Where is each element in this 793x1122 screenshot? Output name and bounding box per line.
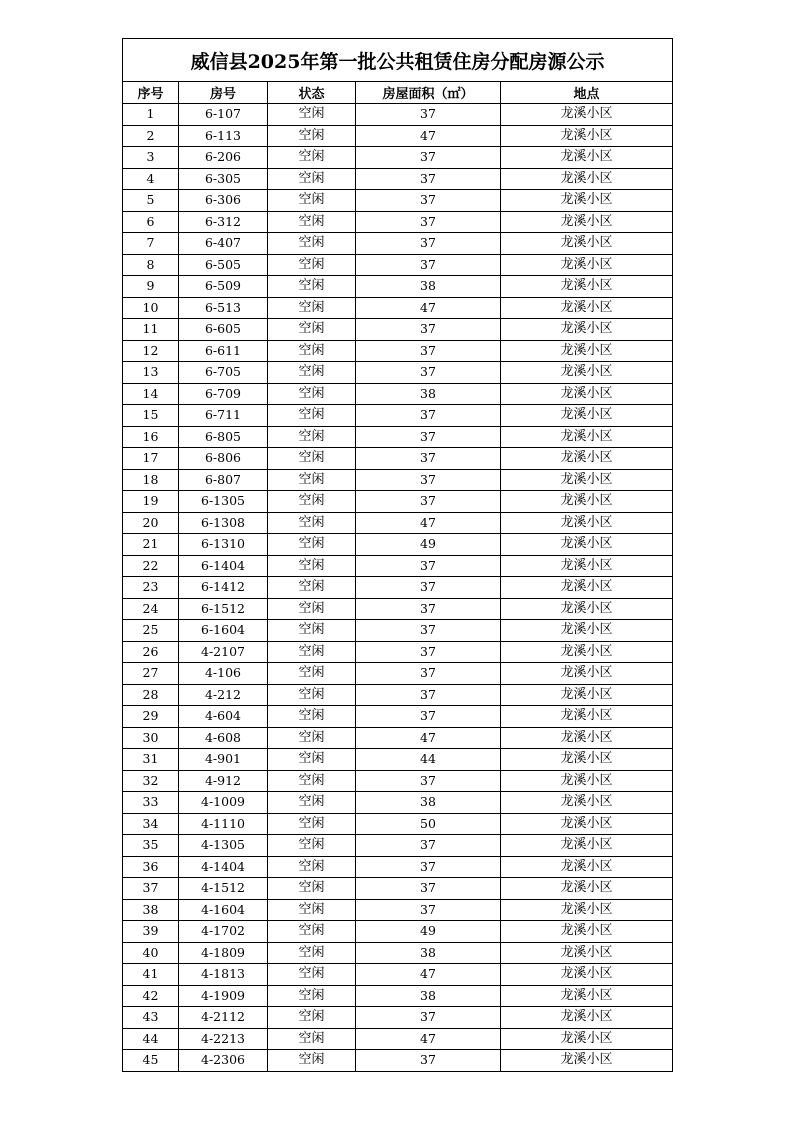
cell-index: 18 [123,469,179,491]
cell-status: 空闲 [268,276,356,298]
cell-area: 44 [356,749,501,771]
cell-status: 空闲 [268,770,356,792]
cell-room: 6-1308 [179,512,268,534]
cell-index: 3 [123,147,179,169]
cell-room: 6-705 [179,362,268,384]
cell-status: 空闲 [268,104,356,126]
cell-status: 空闲 [268,469,356,491]
cell-index: 34 [123,813,179,835]
cell-index: 7 [123,233,179,255]
cell-index: 10 [123,297,179,319]
cell-room: 4-212 [179,684,268,706]
housing-allocation-sheet [122,38,672,1072]
cell-index: 5 [123,190,179,212]
cell-location: 龙溪小区 [501,319,673,341]
cell-area: 38 [356,985,501,1007]
cell-index: 30 [123,727,179,749]
cell-status: 空闲 [268,168,356,190]
cell-area: 49 [356,921,501,943]
cell-location: 龙溪小区 [501,211,673,233]
cell-room: 6-113 [179,125,268,147]
cell-index: 39 [123,921,179,943]
cell-location: 龙溪小区 [501,792,673,814]
table-row [123,942,673,964]
cell-room: 4-1809 [179,942,268,964]
cell-index: 37 [123,878,179,900]
header-area: 房屋面积（㎡） [356,82,501,104]
cell-room: 6-306 [179,190,268,212]
table-body [123,104,673,1072]
cell-status: 空闲 [268,1050,356,1072]
table-row [123,835,673,857]
cell-room: 4-604 [179,706,268,728]
cell-status: 空闲 [268,749,356,771]
cell-room: 6-1305 [179,491,268,513]
cell-location: 龙溪小区 [501,233,673,255]
cell-location: 龙溪小区 [501,964,673,986]
cell-room: 4-2112 [179,1007,268,1029]
cell-area: 37 [356,168,501,190]
table-row [123,878,673,900]
housing-table [122,38,673,1072]
table-row [123,856,673,878]
table-row [123,770,673,792]
cell-location: 龙溪小区 [501,104,673,126]
cell-room: 6-305 [179,168,268,190]
cell-index: 9 [123,276,179,298]
table-row [123,727,673,749]
cell-status: 空闲 [268,405,356,427]
cell-area: 37 [356,448,501,470]
cell-status: 空闲 [268,147,356,169]
cell-index: 19 [123,491,179,513]
table-row [123,190,673,212]
cell-room: 6-711 [179,405,268,427]
cell-room: 4-1813 [179,964,268,986]
cell-location: 龙溪小区 [501,383,673,405]
table-row [123,620,673,642]
cell-location: 龙溪小区 [501,534,673,556]
cell-index: 42 [123,985,179,1007]
cell-location: 龙溪小区 [501,512,673,534]
table-row [123,1050,673,1072]
cell-location: 龙溪小区 [501,641,673,663]
cell-location: 龙溪小区 [501,190,673,212]
table-row [123,125,673,147]
cell-index: 26 [123,641,179,663]
cell-location: 龙溪小区 [501,362,673,384]
cell-room: 4-1604 [179,899,268,921]
cell-area: 38 [356,792,501,814]
cell-status: 空闲 [268,319,356,341]
cell-index: 6 [123,211,179,233]
cell-location: 龙溪小区 [501,942,673,964]
cell-index: 25 [123,620,179,642]
cell-status: 空闲 [268,813,356,835]
cell-area: 37 [356,362,501,384]
table-row [123,1028,673,1050]
table-row [123,706,673,728]
header-index: 序号 [123,82,179,104]
cell-status: 空闲 [268,190,356,212]
cell-index: 44 [123,1028,179,1050]
cell-area: 37 [356,899,501,921]
cell-status: 空闲 [268,620,356,642]
cell-room: 4-1909 [179,985,268,1007]
cell-location: 龙溪小区 [501,684,673,706]
cell-room: 6-807 [179,469,268,491]
table-row [123,749,673,771]
cell-status: 空闲 [268,684,356,706]
cell-location: 龙溪小区 [501,405,673,427]
cell-location: 龙溪小区 [501,276,673,298]
cell-status: 空闲 [268,534,356,556]
table-row [123,555,673,577]
cell-area: 37 [356,620,501,642]
header-location: 地点 [501,82,673,104]
cell-area: 49 [356,534,501,556]
cell-location: 龙溪小区 [501,1028,673,1050]
cell-index: 8 [123,254,179,276]
cell-location: 龙溪小区 [501,835,673,857]
cell-index: 4 [123,168,179,190]
cell-room: 6-1404 [179,555,268,577]
cell-room: 6-709 [179,383,268,405]
cell-status: 空闲 [268,448,356,470]
cell-room: 4-106 [179,663,268,685]
cell-location: 龙溪小区 [501,168,673,190]
cell-room: 6-505 [179,254,268,276]
table-row [123,469,673,491]
cell-area: 47 [356,125,501,147]
cell-room: 4-912 [179,770,268,792]
cell-status: 空闲 [268,706,356,728]
cell-status: 空闲 [268,211,356,233]
table-row [123,813,673,835]
cell-area: 50 [356,813,501,835]
cell-room: 6-509 [179,276,268,298]
cell-area: 37 [356,706,501,728]
cell-room: 4-1009 [179,792,268,814]
table-row [123,899,673,921]
table-row [123,663,673,685]
cell-room: 4-1110 [179,813,268,835]
cell-location: 龙溪小区 [501,770,673,792]
cell-area: 47 [356,1028,501,1050]
cell-room: 6-806 [179,448,268,470]
cell-room: 6-513 [179,297,268,319]
cell-room: 6-206 [179,147,268,169]
cell-status: 空闲 [268,663,356,685]
table-row [123,985,673,1007]
cell-index: 16 [123,426,179,448]
cell-index: 35 [123,835,179,857]
cell-location: 龙溪小区 [501,921,673,943]
cell-location: 龙溪小区 [501,706,673,728]
cell-location: 龙溪小区 [501,426,673,448]
table-row [123,964,673,986]
table-row [123,104,673,126]
cell-area: 38 [356,942,501,964]
cell-room: 6-312 [179,211,268,233]
cell-status: 空闲 [268,340,356,362]
cell-index: 12 [123,340,179,362]
cell-location: 龙溪小区 [501,598,673,620]
cell-area: 37 [356,878,501,900]
table-row [123,1007,673,1029]
cell-area: 47 [356,727,501,749]
cell-location: 龙溪小区 [501,555,673,577]
cell-index: 2 [123,125,179,147]
table-row [123,147,673,169]
cell-location: 龙溪小区 [501,899,673,921]
cell-index: 31 [123,749,179,771]
cell-index: 15 [123,405,179,427]
cell-area: 47 [356,512,501,534]
cell-index: 22 [123,555,179,577]
cell-area: 38 [356,276,501,298]
cell-status: 空闲 [268,125,356,147]
cell-status: 空闲 [268,964,356,986]
cell-area: 47 [356,297,501,319]
cell-index: 45 [123,1050,179,1072]
cell-status: 空闲 [268,512,356,534]
cell-location: 龙溪小区 [501,469,673,491]
cell-status: 空闲 [268,383,356,405]
table-row [123,598,673,620]
header-status: 状态 [268,82,356,104]
cell-status: 空闲 [268,942,356,964]
cell-index: 23 [123,577,179,599]
table-row [123,684,673,706]
table-row [123,491,673,513]
cell-index: 40 [123,942,179,964]
cell-room: 4-1305 [179,835,268,857]
page-title: 威信县2025年第一批公共租赁住房分配房源公示 [123,39,673,82]
header-room: 房号 [179,82,268,104]
cell-area: 37 [356,340,501,362]
cell-location: 龙溪小区 [501,254,673,276]
cell-area: 37 [356,405,501,427]
title-row [123,39,673,82]
cell-location: 龙溪小区 [501,1007,673,1029]
table-row [123,211,673,233]
cell-status: 空闲 [268,835,356,857]
cell-area: 37 [356,233,501,255]
cell-status: 空闲 [268,1028,356,1050]
cell-location: 龙溪小区 [501,985,673,1007]
cell-status: 空闲 [268,297,356,319]
cell-index: 32 [123,770,179,792]
cell-area: 37 [356,426,501,448]
cell-room: 4-1702 [179,921,268,943]
cell-location: 龙溪小区 [501,147,673,169]
cell-area: 47 [356,964,501,986]
cell-status: 空闲 [268,491,356,513]
table-row [123,254,673,276]
cell-area: 37 [356,1007,501,1029]
cell-index: 14 [123,383,179,405]
cell-location: 龙溪小区 [501,340,673,362]
cell-status: 空闲 [268,555,356,577]
cell-location: 龙溪小区 [501,813,673,835]
cell-location: 龙溪小区 [501,727,673,749]
header-row [123,82,673,104]
cell-location: 龙溪小区 [501,878,673,900]
cell-room: 6-805 [179,426,268,448]
table-row [123,641,673,663]
cell-area: 37 [356,469,501,491]
cell-index: 20 [123,512,179,534]
cell-status: 空闲 [268,233,356,255]
cell-index: 41 [123,964,179,986]
table-row [123,383,673,405]
cell-area: 37 [356,598,501,620]
cell-status: 空闲 [268,641,356,663]
cell-status: 空闲 [268,921,356,943]
table-row [123,426,673,448]
cell-area: 37 [356,104,501,126]
cell-location: 龙溪小区 [501,125,673,147]
cell-area: 38 [356,383,501,405]
cell-room: 6-1512 [179,598,268,620]
cell-location: 龙溪小区 [501,856,673,878]
table-row [123,168,673,190]
cell-area: 37 [356,491,501,513]
cell-status: 空闲 [268,426,356,448]
cell-status: 空闲 [268,899,356,921]
cell-room: 6-611 [179,340,268,362]
cell-index: 11 [123,319,179,341]
cell-room: 4-608 [179,727,268,749]
cell-room: 4-1404 [179,856,268,878]
cell-room: 4-2306 [179,1050,268,1072]
cell-area: 37 [356,856,501,878]
cell-status: 空闲 [268,856,356,878]
cell-status: 空闲 [268,577,356,599]
cell-location: 龙溪小区 [501,663,673,685]
cell-area: 37 [356,319,501,341]
table-row [123,233,673,255]
cell-status: 空闲 [268,792,356,814]
cell-status: 空闲 [268,362,356,384]
cell-status: 空闲 [268,1007,356,1029]
cell-index: 1 [123,104,179,126]
cell-location: 龙溪小区 [501,1050,673,1072]
table-row [123,340,673,362]
cell-index: 17 [123,448,179,470]
cell-room: 4-901 [179,749,268,771]
cell-index: 38 [123,899,179,921]
cell-status: 空闲 [268,878,356,900]
cell-room: 4-1512 [179,878,268,900]
cell-room: 6-107 [179,104,268,126]
cell-room: 6-1604 [179,620,268,642]
cell-room: 6-1310 [179,534,268,556]
cell-index: 24 [123,598,179,620]
cell-area: 37 [356,663,501,685]
cell-area: 37 [356,577,501,599]
cell-room: 6-605 [179,319,268,341]
cell-area: 37 [356,555,501,577]
cell-area: 37 [356,770,501,792]
cell-area: 37 [356,835,501,857]
cell-area: 37 [356,190,501,212]
cell-area: 37 [356,147,501,169]
cell-room: 6-407 [179,233,268,255]
cell-status: 空闲 [268,254,356,276]
cell-index: 27 [123,663,179,685]
cell-area: 37 [356,211,501,233]
cell-index: 29 [123,706,179,728]
cell-area: 37 [356,1050,501,1072]
cell-area: 37 [356,254,501,276]
cell-status: 空闲 [268,598,356,620]
cell-location: 龙溪小区 [501,297,673,319]
cell-location: 龙溪小区 [501,749,673,771]
cell-location: 龙溪小区 [501,577,673,599]
cell-area: 37 [356,641,501,663]
cell-index: 28 [123,684,179,706]
cell-status: 空闲 [268,727,356,749]
table-row [123,792,673,814]
cell-status: 空闲 [268,985,356,1007]
table-row [123,297,673,319]
cell-room: 6-1412 [179,577,268,599]
table-row [123,577,673,599]
cell-index: 36 [123,856,179,878]
table-row [123,276,673,298]
cell-index: 43 [123,1007,179,1029]
cell-area: 37 [356,684,501,706]
table-row [123,319,673,341]
table-row [123,534,673,556]
table-row [123,448,673,470]
table-row [123,362,673,384]
cell-index: 13 [123,362,179,384]
table-row [123,405,673,427]
cell-index: 21 [123,534,179,556]
table-row [123,512,673,534]
cell-room: 4-2107 [179,641,268,663]
cell-index: 33 [123,792,179,814]
cell-room: 4-2213 [179,1028,268,1050]
table-row [123,921,673,943]
cell-location: 龙溪小区 [501,620,673,642]
cell-location: 龙溪小区 [501,448,673,470]
cell-location: 龙溪小区 [501,491,673,513]
